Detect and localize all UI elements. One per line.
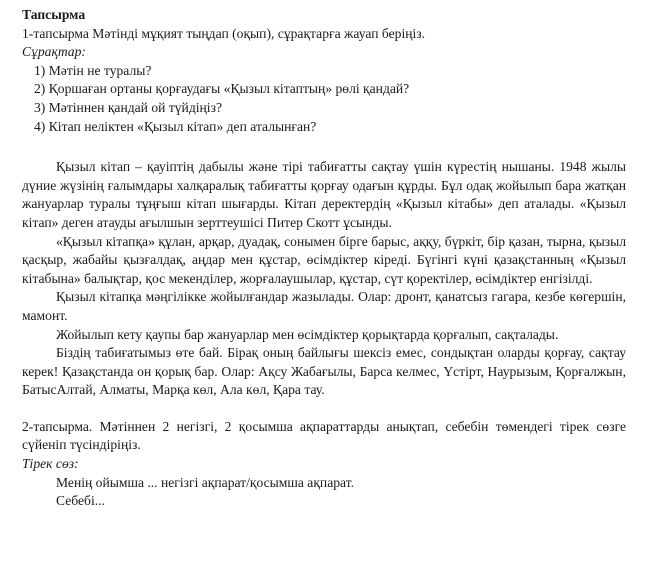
- task1-instruction: 1-тапсырма Мәтінді мұқият тыңдап (оқып), сұрақтарға жауап беріңіз.: [22, 25, 426, 41]
- reading-text: [22, 158, 626, 400]
- text-paragraph: Жойылып кету қаупы бар жануарлар мен өсімдіктер қорықтарда қорғалып, сақталады.: [56, 326, 559, 342]
- question-item: 3) Мәтіннен қандай ой түйдіңіз?: [34, 99, 222, 115]
- task2-instruction: 2-тапсырма. Мәтіннен 2 негізгі, 2 қосымша ақпараттарды анықтап, себебін төмендегі тірек сөзге сүйеніп түсіндіріңіз.: [22, 418, 626, 453]
- support-line: Себебі...: [56, 493, 105, 509]
- page-title: Тапсырма: [22, 7, 86, 22]
- question-item: 4) Кітап неліктен «Қызыл кітап» деп аталынған?: [34, 118, 317, 134]
- question-item: 1) Мәтін не туралы?: [34, 62, 152, 78]
- text-paragraph: Қызыл кітапқа мәңгілікке жойылғандар жазылады. Олар: дронт, қанатсыз гагара, кезбе көгершін, мамонт.: [22, 289, 626, 323]
- support-line: Менің ойымша ... негізгі ақпарат/қосымша ақпарат.: [56, 474, 355, 490]
- text-paragraph: «Қызыл кітапқа» құлан, арқар, дуадақ, сонымен бірге барыс, аққу, бүркіт, бір қазан, тырна, қызыл қасқыр, жабайы қызғалдақ, аңдар мен құстар, өсімдіктер кіреді. Бүгінгі күні қазақстанның «Қызыл кітабына» балықтар, қос мекенділер, жорғалаушылар, құстар, сүт қоректілер, өсімдіктер енгізілді.: [22, 233, 626, 286]
- section-gap: [22, 400, 626, 418]
- text-paragraph: Біздің табиғатымыз өте бай. Бірақ оның байлығы шексіз емес, сондықтан оларды қорғау, сақтау керек! Қазақстанда он қорық бар. Олар: Ақсу Жабағылы, Барса келмес, Үстірт, Наурызым, Қорғалжын, БатысАлтай, Алматы, Марқа көл, Ала көл, Қара тау.: [22, 345, 626, 398]
- text-paragraph: Қызыл кітап – қауіптің дабылы және тірі табиғатты сақтау үшін күрестің нышаны. 1948 жылы дүние жүзінің ғалымдары халқаралық табиғатты қорғау одағын құрды. Бұл одақ жойылып бара жатқан жануарлар туралы тұңғыш кітап шығарды. Кітап деректердің «Қызыл кітабы» деп аталады. «Қызыл кітап» деген атауды ағылшын зерттеушісі Питер Скотт ұсынды.: [22, 159, 626, 230]
- question-item: 2) Қоршаған ортаны қорғаудағы «Қызыл кітаптың» рөлі қандай?: [34, 81, 410, 97]
- section-gap: [22, 136, 626, 158]
- questions-list: [22, 62, 626, 136]
- support-words-label: Тірек сөз:: [22, 456, 79, 472]
- questions-label: Сұрақтар:: [22, 44, 86, 60]
